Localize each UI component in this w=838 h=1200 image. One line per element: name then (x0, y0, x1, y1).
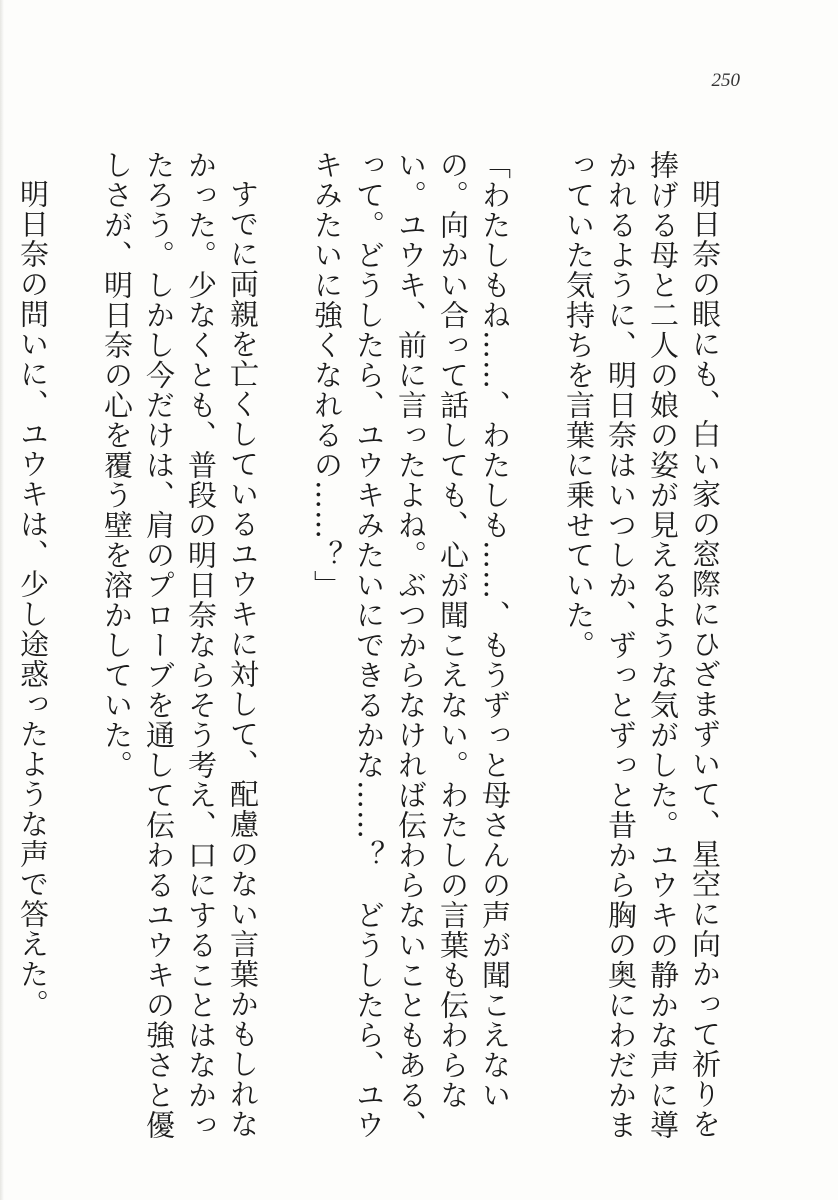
paragraph: 「わたしもね……、わたしも……、もうずっと母さんの声が聞こえないの。向かい合って話しても、心が聞こえない。わたしの言葉も伝わらない。ユウキ、前に言ったよね。ぶつからなければ伝わらないこともある、って。どうしたら、ユウキみたいにできるかな……？ どうしたら、ユウキみたいに強くなれるの……？」 (310, 150, 512, 1140)
paragraph: 明日奈の眼にも、白い家の窓際にひざまずいて、星空に向かって祈りを捧げる母と二人の娘の姿が見えるような気がした。ユウキの静かな声に導かれるように、明日奈はいつしか、ずっとずっと昔から胸の奥にわだかまっていた気持ちを言葉に乗せていた。 (562, 150, 722, 1140)
body-text (16, 150, 768, 1150)
paragraph: すでに両親を亡くしているユウキに対して、配慮のない言葉かもしれなかった。少なくとも、普段の明日奈ならそう考え、口にすることはなかったろう。しかし今だけは、肩のプローブを通して伝わるユウキの強さと優しさが、明日奈の心を覆う壁を溶かしていた。 (100, 150, 260, 1140)
page-number: 250 (711, 70, 740, 91)
paragraph: 明日奈の問いに、ユウキは、少し途惑ったような声で答えた。 (16, 179, 50, 1019)
